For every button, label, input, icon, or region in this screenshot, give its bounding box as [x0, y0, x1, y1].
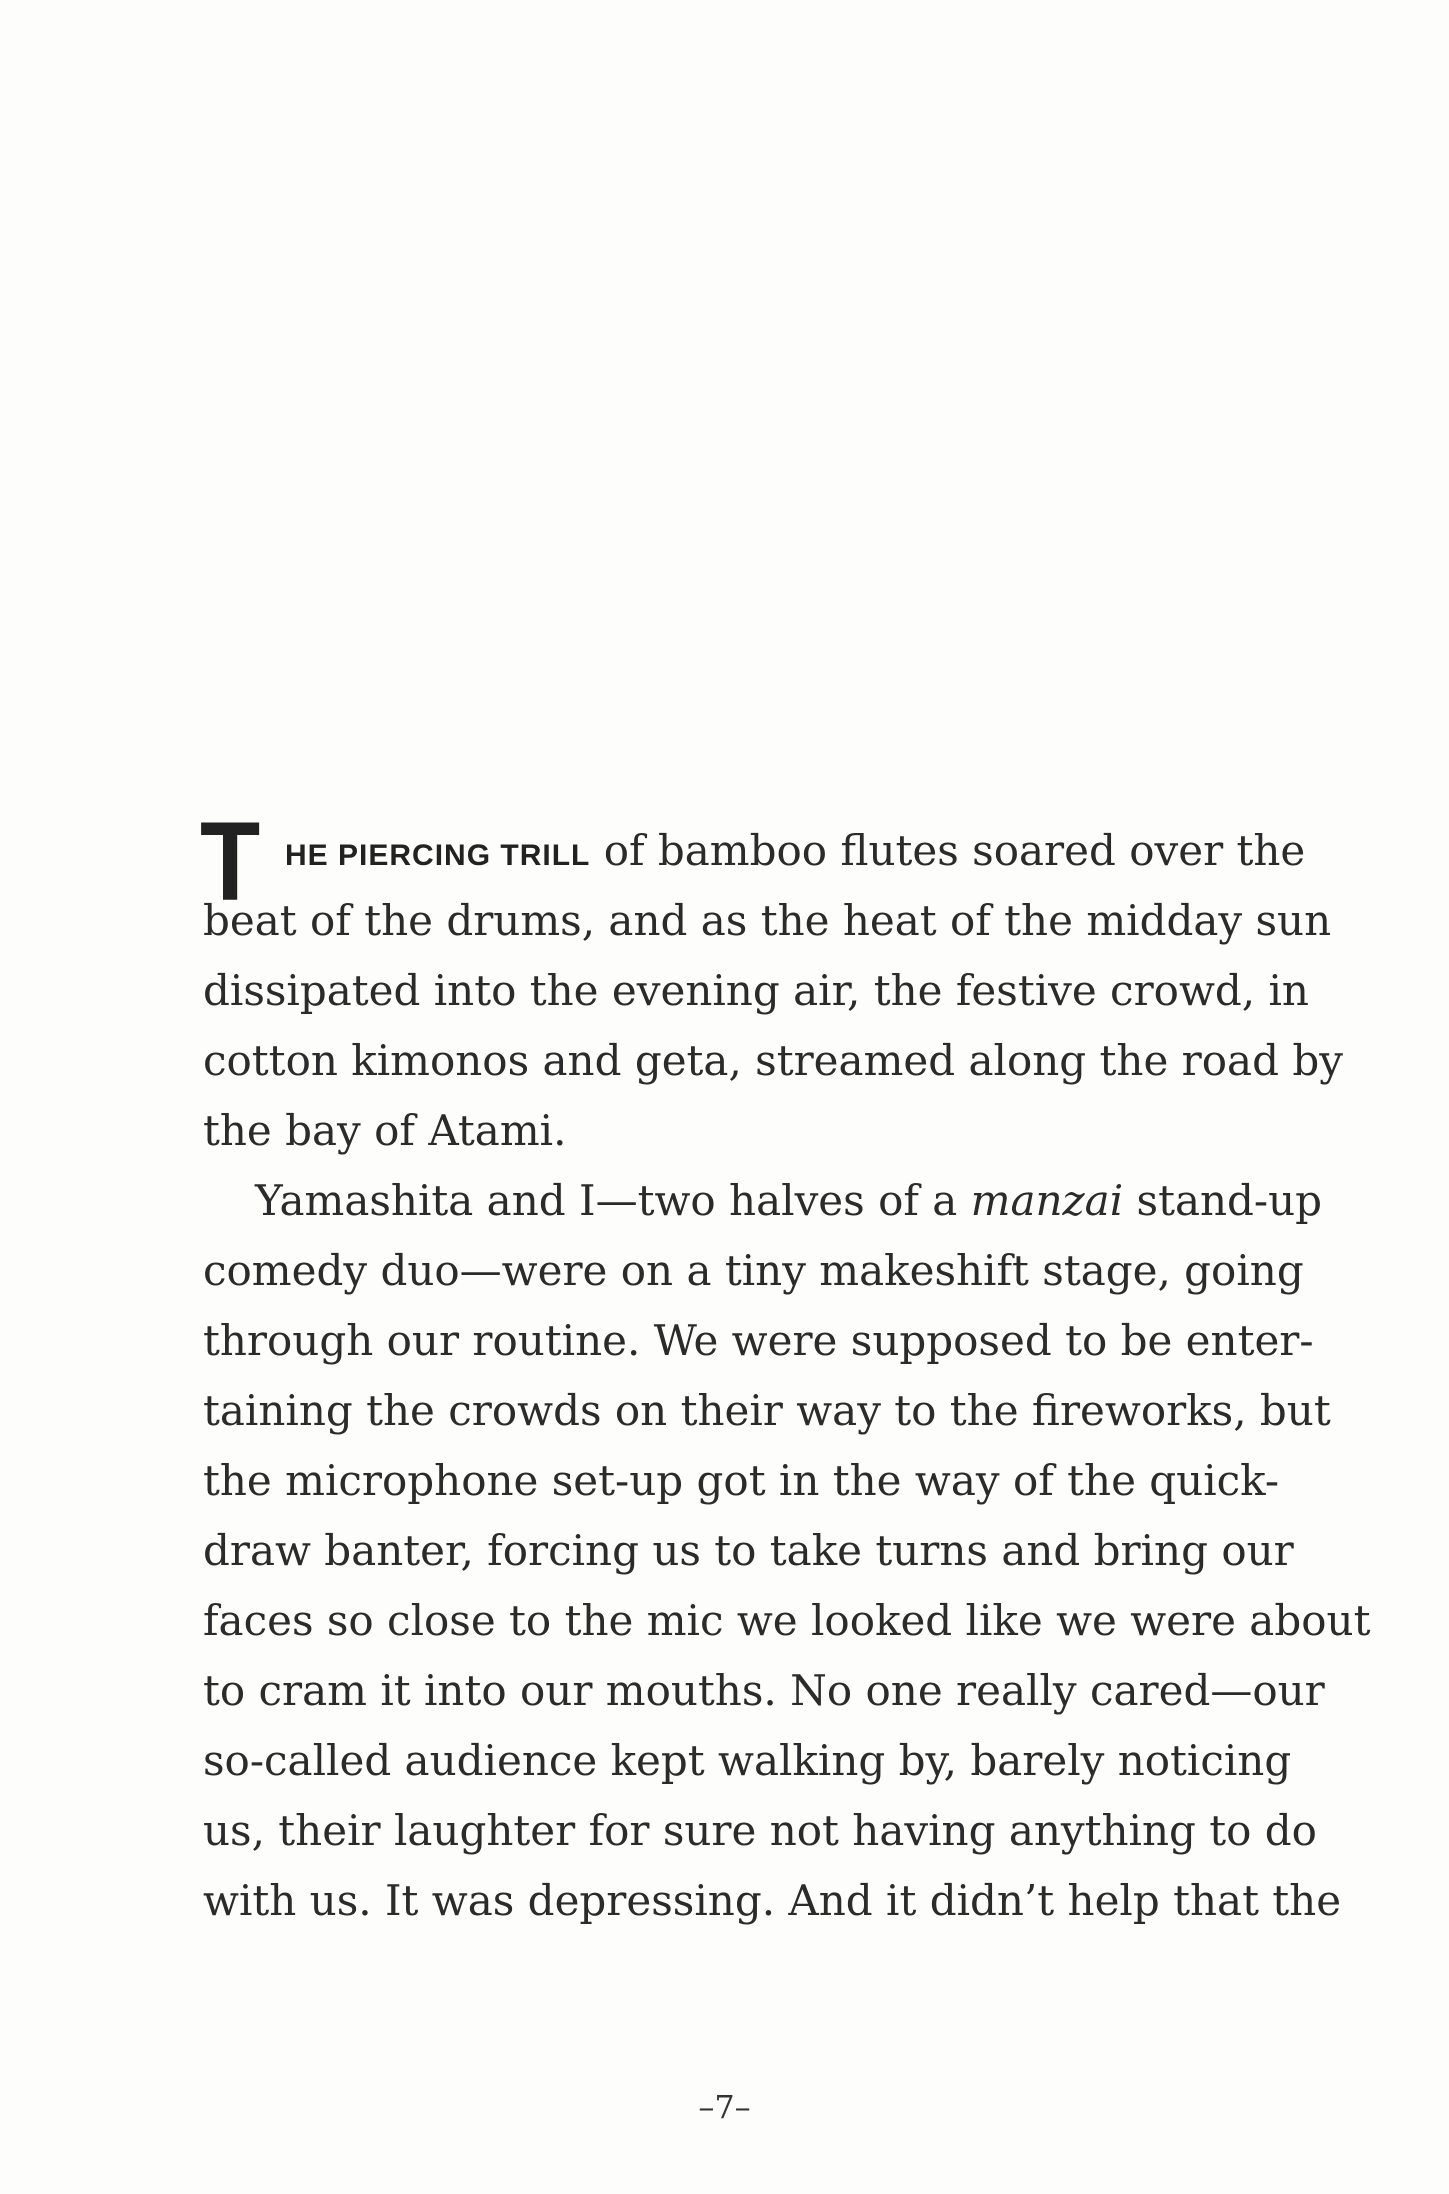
- lead-in-smallcaps: HE PIERCING TRILL: [285, 839, 591, 872]
- text-line: with us. It was depressing. And it didn’t help that the: [203, 1876, 1342, 1925]
- text-span: of bamboo flutes soared over the: [603, 826, 1306, 875]
- body-text: [200, 799, 1371, 1936]
- text-line: us, their laughter for sure not having anything to do: [203, 1806, 1317, 1855]
- text-line: dissipated into the evening air, the festive crowd, in: [203, 966, 1309, 1015]
- italic-term: manzai: [970, 1176, 1124, 1225]
- drop-cap: T: [200, 799, 261, 924]
- text-line: taining the crowds on their way to the fireworks, but: [203, 1386, 1331, 1435]
- page-number: –7–: [698, 2088, 751, 2126]
- text-line: [203, 816, 1306, 886]
- text-line: beat of the drums, and as the heat of the midday sun: [203, 896, 1332, 945]
- text-line: the microphone set-up got in the way of the quick-: [203, 1456, 1280, 1505]
- text-line: the bay of Atami.: [203, 1106, 567, 1155]
- text-line: cotton kimonos and geta, streamed along the road by: [203, 1036, 1343, 1085]
- text-line: so-called audience kept walking by, barely noticing: [203, 1736, 1292, 1785]
- text-line: faces so close to the mic we looked like we were about: [203, 1596, 1371, 1645]
- text-line: [203, 1166, 1323, 1236]
- text-span: stand-up: [1123, 1176, 1323, 1225]
- text-line: draw banter, forcing us to take turns and bring our: [203, 1526, 1294, 1575]
- text-line: comedy duo—were on a tiny makeshift stage, going: [203, 1246, 1304, 1295]
- text-line: through our routine. We were supposed to be enter-: [203, 1316, 1314, 1365]
- text-line: to cram it into our mouths. No one really cared—our: [203, 1666, 1325, 1715]
- text-span: Yamashita and I—two halves of a: [255, 1176, 971, 1225]
